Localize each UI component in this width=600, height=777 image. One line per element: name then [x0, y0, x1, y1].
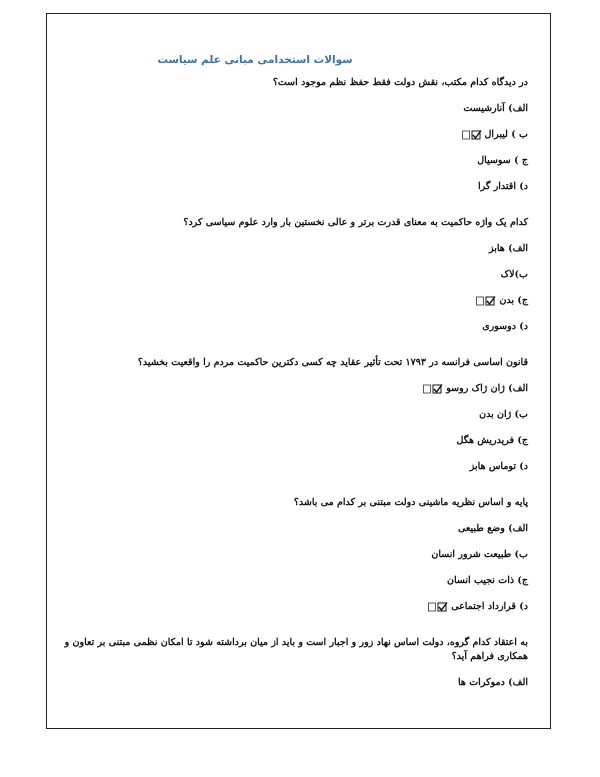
checkbox-checked-icon — [476, 296, 496, 306]
question-1: در دیدگاه کدام مکتب، نقش دولت فقط حفظ نظم موجود است؟ — [272, 77, 528, 88]
checkbox-checked-icon — [423, 384, 443, 394]
option-3b: ب) ژان بدن — [479, 409, 528, 420]
document-content — [62, 54, 528, 702]
option-3a: الف) ژان ژاک روسو — [62, 382, 528, 396]
question-4: پایه و اساس نظریه ماشینی دولت مبتنی بر کدام می باشد؟ — [293, 497, 528, 508]
question-3: قانون اساسی فرانسه در ۱۷۹۳ تحت تأثیر عقاید چه کسی دکترین حاکمیت مردم را واقعیت بخشید؟ — [137, 357, 528, 368]
option-3c: ج) فریدریش هگل — [456, 435, 528, 446]
option-1a: الف) آنارشیست — [463, 103, 528, 114]
option-5a: الف) دموکرات ها — [458, 677, 528, 688]
option-4a: الف) وضع طبیعی — [458, 523, 528, 534]
option-4d: د) قرارداد اجتماعی — [62, 600, 528, 614]
checkbox-checked-icon — [462, 130, 482, 140]
option-2d: د) دوسوری — [482, 321, 528, 332]
option-2b: ب)لاک — [500, 269, 528, 280]
option-2c: ج) بدن — [62, 294, 528, 308]
option-1c: ج ) سوسیال — [477, 155, 528, 166]
option-2a: الف) هابز — [489, 243, 528, 254]
question-2: کدام یک واژه حاکمیت به معنای قدرت برتر و عالی نخستین بار وارد علوم سیاسی کرد؟ — [183, 217, 528, 228]
option-4c: ج) ذات نجیب انسان — [447, 575, 528, 586]
question-5: به اعتقاد کدام گروه، دولت اساس نهاد زور و اجبار است و باید از میان برداشته شود تا امکان نظمی مبتنی بر تعاون و همکاری فراهم آید؟ — [64, 637, 528, 662]
document-title: سوالات استخدامی مبانی علم سیاست — [157, 54, 353, 66]
checkbox-checked-icon — [428, 602, 448, 612]
option-1d: د) اقتدار گرا — [477, 181, 528, 192]
option-4b: ب) طبیعت شرور انسان — [431, 549, 528, 560]
option-1b: ب ) لیبرال — [62, 128, 528, 142]
option-3d: د) توماس هابز — [469, 461, 528, 472]
